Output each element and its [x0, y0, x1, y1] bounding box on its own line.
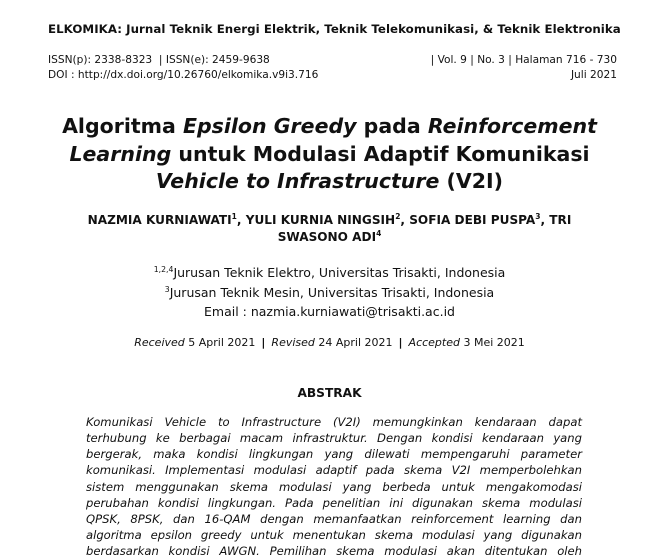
abstract-line: perubahan kondisi lingkungan. Pada penelitian ini digunakan skema modulasi — [86, 495, 582, 510]
contact-email[interactable]: Email : nazmia.kurniawati@trisakti.ac.id — [204, 304, 455, 319]
affiliation-mark: 3 — [164, 284, 170, 294]
accepted-label: Accepted — [408, 336, 460, 349]
abstract-line: sistem menggunakan skema modulasi yang berbeda untuk mengakomodasi — [86, 479, 582, 494]
abstract-line: QPSK, 8PSK, dan 16-QAM dengan memanfaatkan reinforcement learning dan — [86, 511, 582, 526]
abstract-line: terhubung ke berbagai macam infrastruktur. Dengan kondisi kendaraan yang — [86, 431, 582, 446]
date-separator: | — [261, 336, 266, 349]
author-affiliation-mark: 4 — [376, 228, 382, 238]
author-affiliation-mark: 2 — [395, 211, 401, 221]
abstract-heading: ABSTRAK — [297, 386, 362, 400]
author-affiliation-mark: 3 — [535, 211, 541, 221]
abstract-line: komunikasi. Implementasi modulasi adaptif pada skema V2I memperbolehkan — [86, 463, 582, 478]
title-text: (V2I) — [439, 169, 504, 193]
journal-header: ELKOMIKA: Jurnal Teknik Energi Elektrik, Teknik Telekomunikasi, & Teknik Elektronika — [48, 22, 621, 36]
title-text: Algoritma — [62, 114, 183, 138]
abstract-line: algoritma epsilon greedy untuk menentukan skema modulasi yang digunakan — [86, 528, 582, 543]
affiliation-1 — [0, 263, 659, 283]
affiliation-mark: 1,2,4 — [153, 264, 174, 274]
abstract-body — [86, 414, 582, 559]
affiliation-text: Jurusan Teknik Mesin, Universitas Trisakti, Indonesia — [169, 284, 495, 300]
issn-line: ISSN(p): 2338-8323 | ISSN(e): 2459-9638 — [48, 54, 270, 66]
title-text: pada — [356, 114, 428, 138]
date-separator: | — [398, 336, 403, 349]
author-name: SWASONO ADI — [277, 230, 377, 244]
received-label: Received — [134, 336, 185, 349]
abstract-line: Komunikasi Vehicle to Infrastructure (V2I) memungkinkan kendaraan dapat — [86, 415, 582, 429]
title-italic-term: Epsilon Greedy — [182, 114, 357, 138]
journal-meta-right — [431, 53, 617, 82]
author-name: , TRI — [540, 213, 572, 227]
volume-line: | Vol. 9 | No. 3 | Halaman 716 - 730 — [430, 54, 617, 66]
title-line-3 — [0, 168, 659, 196]
affiliation-text: Jurusan Teknik Elektro, Universitas Trisakti, Indonesia — [173, 265, 506, 280]
author-line-1 — [0, 212, 659, 229]
title-line-1 — [0, 113, 659, 141]
author-list — [0, 212, 659, 246]
abstract-line: berdasarkan kondisi AWGN. Pemilihan skema modulasi akan ditentukan oleh — [86, 544, 582, 559]
author-line-2 — [0, 229, 659, 246]
affiliation-2 — [0, 283, 659, 303]
abstract-line: bergerak, maka kondisi lingkungan yang dilewati mempengaruhi parameter — [86, 447, 582, 462]
author-affiliation-mark: 1 — [231, 211, 237, 221]
author-name: , SOFIA DEBI PUSPA — [400, 213, 536, 227]
author-name: NAZMIA KURNIAWATI — [87, 213, 232, 227]
journal-meta-left — [48, 53, 318, 82]
title-italic-term: Learning — [69, 141, 172, 166]
paper-title — [0, 113, 659, 196]
accepted-date: 3 Mei 2021 — [459, 336, 525, 349]
issue-date: Juli 2021 — [570, 68, 617, 81]
revised-date: 24 April 2021 — [314, 336, 393, 349]
revised-label: Revised — [271, 336, 315, 349]
submission-dates — [0, 336, 659, 349]
received-date: 5 April 2021 — [184, 336, 256, 349]
title-text: untuk Modulasi Adaptif Komunikasi — [171, 141, 590, 166]
title-italic-term: Vehicle to Infrastructure — [155, 169, 440, 193]
doi-line[interactable]: DOI : http://dx.doi.org/10.26760/elkomika.v9i3.716 — [48, 68, 319, 81]
author-name: , YULI KURNIA NINGSIH — [236, 213, 396, 227]
title-line-2 — [0, 141, 659, 169]
title-italic-term: Reinforcement — [427, 114, 597, 138]
affiliations — [0, 263, 659, 322]
